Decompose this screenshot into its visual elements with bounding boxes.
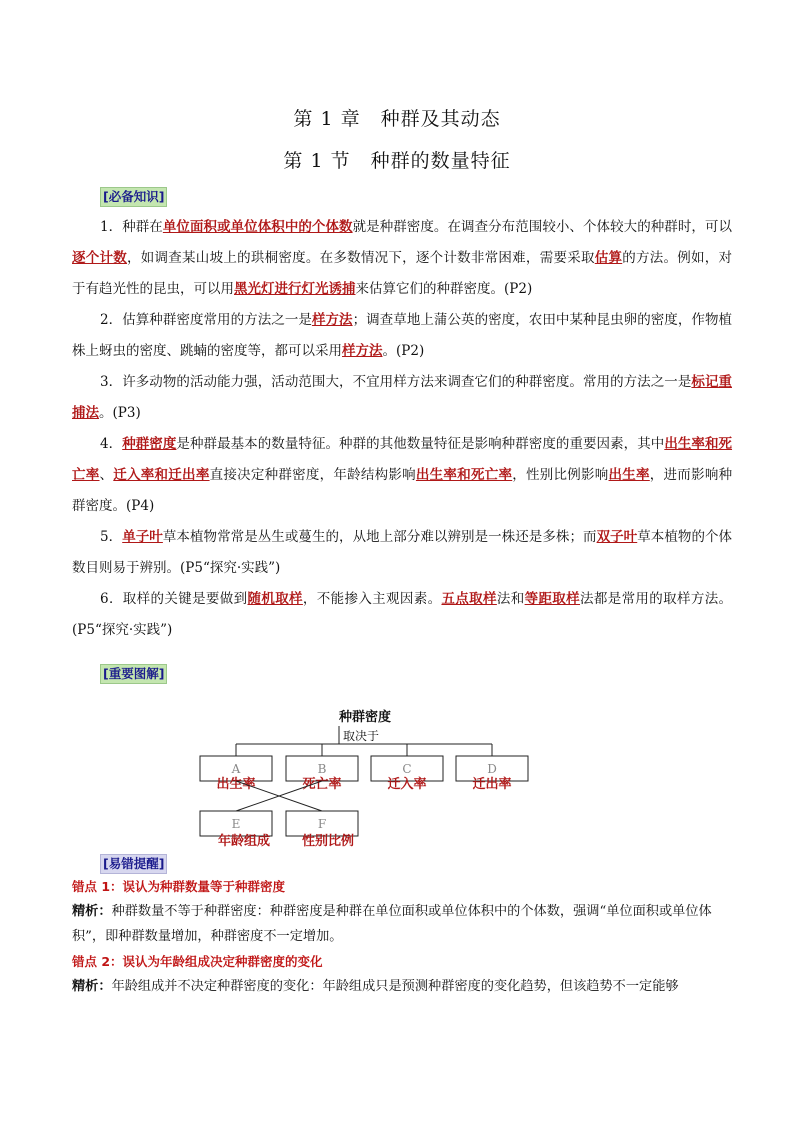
box-d-letter: D <box>487 762 497 776</box>
population-density-diagram <box>190 704 540 854</box>
box-b-answer: 死亡率 <box>302 777 342 792</box>
paragraph-2: 2．估算种群密度常用的方法之一是样方法；调查草地上蒲公英的密度，农田中某种昆虫卵的密度，作物植株上蚜虫的密度、跳蝻的密度等，都可以采用样方法。(P2) <box>72 312 733 359</box>
box-f-letter: F <box>317 817 327 831</box>
paragraph-3: 3．许多动物的活动能力强，活动范围大，不宜用样方法来调查它们的种群密度。常用的方法之一是标记重捕法。(P3) <box>72 374 732 421</box>
knowledge-body <box>72 212 732 646</box>
error-1-title: 错点 1：误认为种群数量等于种群密度 <box>72 879 286 894</box>
paragraph-1: 1．种群在单位面积或单位体积中的个体数就是种群密度。在调查分布范围较小、个体较大的种群时，可以逐个计数，如调查某山坡上的珙桐密度。在多数情况下，逐个计数非常困难，需要采取估算的方法。例如，对于有趋光性的昆虫，可以用黑光灯进行灯光诱捕来估算它们的种群密度。(P2) <box>72 219 733 297</box>
diagram-depends-label: 取决于 <box>343 729 380 743</box>
box-e-letter: E <box>231 817 241 831</box>
error-notes <box>72 874 732 999</box>
paragraph-5: 5．单子叶草本植物常常是丛生或蔓生的，从地上部分难以辨别是一株还是多株；而双子叶草本植物的个体数目则易于辨别。(P5“探究·实践”) <box>72 529 733 576</box>
box-d-answer: 迁出率 <box>472 777 512 792</box>
box-c-answer: 迁入率 <box>387 777 427 792</box>
error-2-analysis: 精析：年龄组成并不决定种群密度的变化：年龄组成只是预测种群密度的变化趋势，但该趋势不一定能够 <box>72 979 679 994</box>
tag-error-reminder: [易错提醒] <box>100 854 167 874</box>
box-a-letter: A <box>231 762 241 776</box>
error-1-analysis: 精析：种群数量不等于种群密度：种群密度是种群在单位面积或单位体积中的个体数，强调“单位面积或单位体积”，即种群数量增加，种群密度不一定增加。 <box>72 904 712 944</box>
diagram-root-label: 种群密度 <box>338 710 392 725</box>
paragraph-6: 6．取样的关键是要做到随机取样，不能掺入主观因素。五点取样法和等距取样法都是常用的取样方法。(P5“探究·实践”) <box>72 591 733 638</box>
error-2-title: 错点 2：误认为年龄组成决定种群密度的变化 <box>72 954 323 969</box>
box-c-letter: C <box>402 762 412 776</box>
box-f-answer: 性别比例 <box>301 834 355 849</box>
paragraph-4: 4．种群密度是种群最基本的数量特征。种群的其他数量特征是影响种群密度的重要因素，其中出生率和死亡率、迁入率和迁出率直接决定种群密度，年龄结构影响出生率和死亡率，性别比例影响出生率，进而影响种群密度。(P4) <box>72 436 733 514</box>
tag-essential-knowledge: [必备知识] <box>100 187 167 207</box>
box-a-answer: 出生率 <box>216 777 256 792</box>
box-b-letter: B <box>317 762 327 776</box>
section-title: 第 1 节 种群的数量特征 <box>283 150 511 172</box>
tag-key-diagram: [重要图解] <box>100 664 167 684</box>
chapter-title: 第 1 章 种群及其动态 <box>293 108 501 130</box>
box-e-answer: 年龄组成 <box>217 834 271 849</box>
